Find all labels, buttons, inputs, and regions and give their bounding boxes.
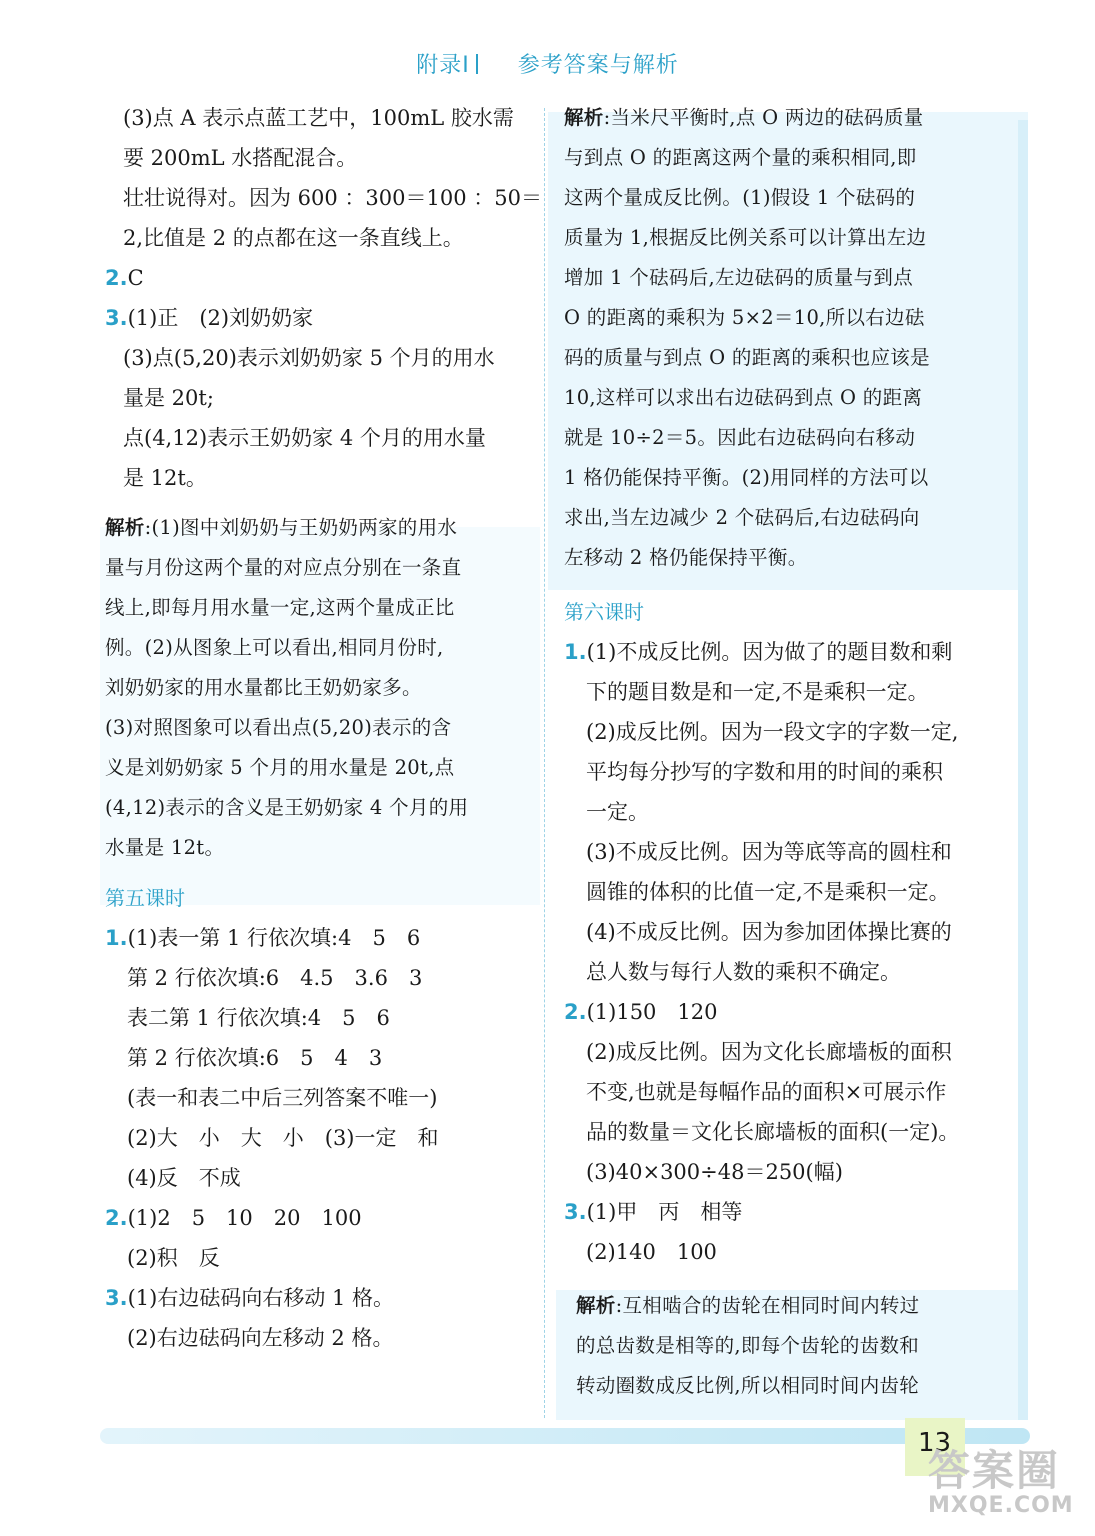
explanation-label: 解析 <box>564 106 604 129</box>
question-2 <box>105 258 530 298</box>
explanation-line: 量与月份这两个量的对应点分别在一条直 <box>105 556 462 579</box>
explanation-line: 码的质量与到点 O 的距离的乘积也应该是 <box>564 346 930 369</box>
explanation-line: (3)对照图象可以看出点(5,20)表示的含 <box>105 716 452 739</box>
question-3 <box>564 1192 994 1232</box>
question-3 <box>105 1278 530 1318</box>
explanation-line: 左移动 2 格仍能保持平衡。 <box>564 546 808 569</box>
section-title: 第五课时 <box>105 886 185 910</box>
answer-line: 圆锥的体积的比值一定,不是乘积一定。 <box>586 880 950 904</box>
explanation-line: 与到点 O 的距离这两个量的乘积相同,即 <box>564 146 917 169</box>
question-2 <box>564 992 994 1032</box>
answer-line: (3)点 A 表示点蓝工艺中，100mL 胶水需 <box>123 106 514 130</box>
explanation-line: 解析:互相啮合的齿轮在相同时间内转过 <box>576 1294 920 1317</box>
watermark-logo <box>928 1448 1074 1518</box>
question-answer: C <box>127 266 144 290</box>
question-answer: (1)正 (2)刘奶奶家 <box>127 306 314 330</box>
answer-line: (2)成反比例。因为一段文字的字数一定, <box>586 720 959 744</box>
page-header <box>0 48 1095 79</box>
question-number: 1. <box>105 926 128 950</box>
column-divider <box>544 108 545 1418</box>
answer-line: 总人数与每行人数的乘积不确定。 <box>586 960 901 984</box>
footer-band <box>100 1428 1030 1444</box>
question-number: 3. <box>105 306 128 330</box>
answer-line: 第 2 行依次填:6 5 4 3 <box>127 1046 383 1070</box>
watermark-top: 答案圈 <box>928 1446 1061 1495</box>
answer-line: 是 12t。 <box>123 466 207 490</box>
answer-line: (3)不成反比例。因为等底等高的圆柱和 <box>586 840 952 864</box>
answer-line: 平均每分抄写的字数和用的时间的乘积 <box>586 760 943 784</box>
explanation-label: 解析 <box>105 516 145 539</box>
explanation-line: 解析:(1)图中刘奶奶与王奶奶两家的用水 <box>105 516 458 539</box>
answer-line: 下的题目数是和一定,不是乘积一定。 <box>586 680 929 704</box>
answer-line: 壮壮说得对。因为 600 ：300＝100 ：50＝ <box>123 186 542 210</box>
question-2 <box>105 1198 530 1238</box>
answer-line: (表一和表二中后三列答案不唯一) <box>127 1086 438 1110</box>
explanation-line: 水量是 12t。 <box>105 836 225 859</box>
question-answer: (1)150 120 <box>586 1000 718 1024</box>
answer-line: (2)右边砝码向左移动 2 格。 <box>127 1326 394 1350</box>
header-part2: 参考答案与解析 <box>517 53 679 78</box>
question-number: 2. <box>105 266 128 290</box>
explanation-line: (4,12)表示的含义是王奶奶家 4 个月的用 <box>105 796 469 819</box>
explanation-line: 求出,当左边减少 2 个砝码后,右边砝码向 <box>564 506 920 529</box>
explanation-line: 例。(2)从图象上可以看出,相同月份时, <box>105 636 444 659</box>
question-number: 1. <box>564 640 587 664</box>
answer-line: 要 200mL 水搭配混合。 <box>123 146 358 170</box>
question-number: 2. <box>564 1000 587 1024</box>
answer-line: (4)反 不成 <box>127 1166 241 1190</box>
answer-line: 点(4,12)表示王奶奶家 4 个月的用水量 <box>123 426 486 450</box>
watermark-bottom: MXQE.COM <box>928 1493 1074 1518</box>
answer-line: (3)40×300÷48＝250(幅) <box>586 1160 843 1184</box>
explanation-line: 线上,即每月用水量一定,这两个量成正比 <box>105 596 455 619</box>
answer-line: (3)点(5,20)表示刘奶奶家 5 个月的用水 <box>123 346 495 370</box>
answer-line: 一定。 <box>586 800 649 824</box>
question-number: 3. <box>564 1200 587 1224</box>
answer-line: 2,比值是 2 的点都在这一条直线上。 <box>123 226 464 250</box>
answer-line: 不变,也就是每幅作品的面积×可展示作 <box>586 1080 947 1104</box>
explanation-line: 的总齿数是相等的,即每个齿轮的齿数和 <box>576 1334 920 1357</box>
explanation-line: 质量为 1,根据反比例关系可以计算出左边 <box>564 226 927 249</box>
question-1 <box>105 918 530 958</box>
question-answer: (1)右边砝码向右移动 1 格。 <box>127 1286 395 1310</box>
explanation-label: 解析 <box>576 1294 616 1317</box>
question-answer: (1)不成反比例。因为做了的题目数和剩 <box>586 640 953 664</box>
section-title: 第六课时 <box>564 600 644 624</box>
question-3 <box>105 298 530 338</box>
explanation-line: 义是刘奶奶家 5 个月的用水量是 20t,点 <box>105 756 455 779</box>
question-number: 2. <box>105 1206 128 1230</box>
answer-line: (2)大 小 大 小 (3)一定 和 <box>127 1126 439 1150</box>
explanation-line: O 的距离的乘积为 5×2＝10,所以右边砝 <box>564 306 925 329</box>
explanation-line: 增加 1 个砝码后,左边砝码的质量与到点 <box>564 266 914 289</box>
question-answer: (1)甲 丙 相等 <box>586 1200 743 1224</box>
answer-line: (2)成反比例。因为文化长廊墙板的面积 <box>586 1040 952 1064</box>
question-1 <box>564 632 994 672</box>
explanation-line: 10,这样可以求出右边砝码到点 O 的距离 <box>564 386 923 409</box>
answer-line: 第 2 行依次填:6 4.5 3.6 3 <box>127 966 423 990</box>
header-part1: 附录Ⅰ <box>416 53 470 78</box>
header-separator <box>476 54 478 74</box>
explanation-line: 刘奶奶家的用水量都比王奶奶家多。 <box>105 676 422 699</box>
answer-line: (2)积 反 <box>127 1246 220 1270</box>
page-edge-strip <box>1018 120 1028 1420</box>
right-column <box>564 98 994 1406</box>
explanation-line: 解析:当米尺平衡时,点 O 两边的砝码质量 <box>564 106 924 129</box>
answer-line: (2)140 100 <box>586 1240 717 1264</box>
page-number: 13 <box>918 1428 952 1458</box>
left-column <box>105 98 542 1358</box>
explanation-line: 1 格仍能保持平衡。(2)用同样的方法可以 <box>564 466 929 489</box>
question-answer: (1)2 5 10 20 100 <box>127 1206 362 1230</box>
answer-line: 量是 20t; <box>123 386 214 410</box>
answer-line: 品的数量＝文化长廊墙板的面积(一定)。 <box>586 1120 960 1144</box>
answer-line: 表二第 1 行依次填:4 5 6 <box>127 1006 390 1030</box>
explanation-line: 就是 10÷2＝5。因此右边砝码向右移动 <box>564 426 916 449</box>
explanation-line: 这两个量成反比例。(1)假设 1 个砝码的 <box>564 186 916 209</box>
answer-line: (4)不成反比例。因为参加团体操比赛的 <box>586 920 952 944</box>
question-answer: (1)表一第 1 行依次填:4 5 6 <box>127 926 421 950</box>
question-number: 3. <box>105 1286 128 1310</box>
explanation-line: 转动圈数成反比例,所以相同时间内齿轮 <box>576 1374 920 1397</box>
